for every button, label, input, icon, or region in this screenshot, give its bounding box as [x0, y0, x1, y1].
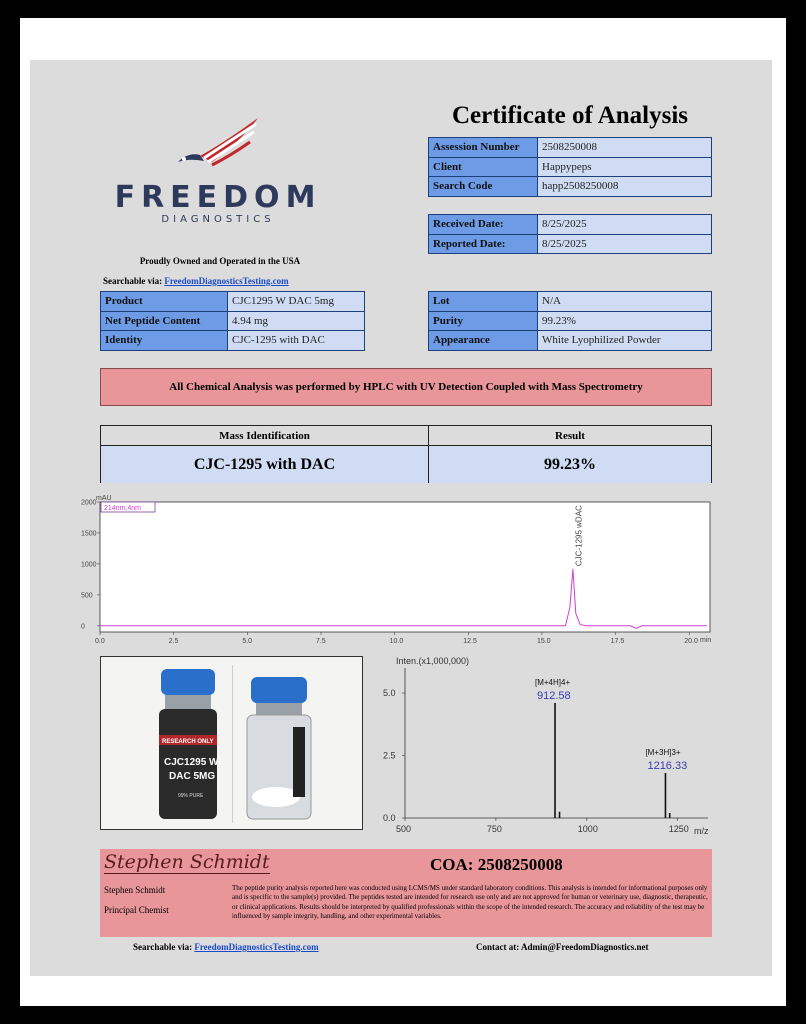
lot-key: Lot [429, 292, 538, 312]
ms-x-tick-label: 1000 [577, 824, 598, 834]
vial-label-line1: CJC1295 W [164, 757, 219, 768]
net-peptide-key: Net Peptide Content [101, 311, 228, 331]
dates-table [428, 214, 712, 254]
appearance-key: Appearance [429, 331, 538, 351]
product-key: Product [101, 292, 228, 312]
vial-photo [100, 656, 363, 830]
lot-table [428, 291, 712, 351]
net-peptide-value: 4.94 mg [228, 311, 365, 331]
signature-block [100, 849, 712, 937]
hplc-y-tick-label: 1500 [81, 530, 97, 538]
hplc-y-tick-label: 500 [81, 592, 93, 600]
footer-website-link[interactable]: FreedomDiagnosticsTesting.com [194, 942, 319, 952]
vial-label-line2: DAC 5MG [169, 771, 216, 782]
hplc-ylabel: mAU [96, 495, 112, 502]
hplc-legend: 214nm,4nm [104, 505, 141, 512]
ms-peak-ion: [M+4H]4+ [535, 678, 571, 687]
vial-cap-icon [251, 677, 307, 703]
client-key: Client [429, 157, 538, 177]
hplc-chromatogram [80, 492, 716, 652]
ms-ylabel: Inten.(x1,000,000) [396, 656, 470, 666]
eagle-flag-logo-icon [170, 112, 270, 174]
brand-sub: DIAGNOSTICS [161, 214, 275, 225]
footer-contact: Contact at: Admin@FreedomDiagnostics.net [476, 942, 649, 952]
page-title: Certificate of Analysis [451, 102, 689, 129]
chemist-name: Stephen Schmidt [104, 885, 166, 895]
hplc-y-tick-label: 0 [81, 623, 85, 631]
vial-band-text: RESEARCH ONLY [162, 739, 214, 745]
identity-value: CJC-1295 with DAC [228, 331, 365, 351]
ms-y-tick-label: 0.0 [383, 813, 396, 823]
hplc-x-tick-label: 10.0 [389, 638, 404, 645]
hplc-x-tick-label: 20.0 [684, 638, 698, 645]
assession-table [428, 137, 712, 197]
search-code-value: happ2508250008 [538, 177, 712, 197]
hplc-x-tick-label: 12.5 [463, 638, 477, 645]
hplc-x-tick-label: 7.5 [315, 638, 326, 645]
hplc-y-tick-label: 1000 [81, 561, 97, 569]
result-header-result: Result [555, 430, 585, 442]
signature-script: Stephen Schmidt [104, 851, 270, 873]
vial-cap-icon [161, 669, 215, 695]
method-banner: All Chemical Analysis was performed by HPLC with UV Detection Coupled with Mass Spectrometry [100, 368, 712, 406]
website-link[interactable]: FreedomDiagnosticsTesting.com [164, 276, 289, 286]
result-purity: 99.23% [544, 456, 596, 473]
hplc-x-tick-label: 0.0 [95, 638, 105, 645]
chemist-role: Principal Chemist [104, 905, 169, 915]
result-header-mass: Mass Identification [101, 426, 429, 445]
ms-y-tick-label: 5.0 [383, 688, 396, 698]
searchable-header [103, 276, 289, 286]
ms-x-tick-label: 1250 [668, 824, 689, 834]
hplc-y-tick-label: 2000 [81, 499, 97, 507]
lot-value: N/A [538, 292, 712, 312]
vial-label-line3: 99% PURE [178, 793, 204, 799]
purity-value: 99.23% [538, 311, 712, 331]
product-table [100, 291, 365, 351]
hplc-xlabel: min [700, 637, 712, 644]
disclaimer-text: The peptide purity analysis reported here was conducted using LCMS/MS under standard laboratory conditions. This analysis is intended for informational purposes only and is specific to the sample(s) provided. The peptides tested are intended for research use only and are not approved for human or veterinary use, diagnostic, therapeutic, or clinical applications. Results should be interpreted by qualified professionals within the scope of the intended research. The accuracy and reliability of the test may be influenced by sample integrity, handling, and other experimental variables. [232, 884, 708, 920]
coa-number: COA: 2508250008 [430, 855, 563, 874]
reported-date-value: 8/25/2025 [538, 234, 712, 254]
received-date-value: 8/25/2025 [538, 215, 712, 235]
result-identity: CJC-1295 with DAC [101, 446, 429, 483]
hplc-x-tick-label: 15.0 [536, 638, 551, 645]
identity-key: Identity [101, 331, 228, 351]
vial-powder [252, 787, 300, 807]
client-value: Happypeps [538, 157, 712, 177]
hplc-x-tick-label: 17.5 [610, 638, 625, 645]
hplc-x-tick-label: 5.0 [242, 638, 253, 645]
received-date-key: Received Date: [429, 215, 538, 235]
search-code-key: Search Code [429, 177, 538, 197]
reported-date-key: Reported Date: [429, 234, 538, 254]
searchable-label: Searchable via: [103, 276, 163, 286]
brand-name: FREEDOM [114, 180, 322, 215]
mass-spectrum [368, 652, 714, 836]
ms-x-tick-label: 500 [396, 824, 412, 834]
purity-key: Purity [429, 311, 538, 331]
footer-searchable [133, 942, 319, 952]
ms-xlabel: m/z [694, 826, 709, 836]
hplc-peak-label: CJC-1295 wDAC [574, 505, 584, 567]
hplc-x-tick-label: 2.5 [168, 638, 179, 645]
brand-tagline: Proudly Owned and Operated in the USA [139, 256, 301, 266]
footer-searchable-label: Searchable via: [133, 942, 193, 952]
product-value: CJC1295 W DAC 5mg [228, 292, 365, 312]
assession-key: Assession Number [429, 138, 538, 158]
ms-y-tick-label: 2.5 [383, 750, 396, 761]
appearance-value: White Lyophilized Powder [538, 331, 712, 351]
ms-peak-label: 912.58 [537, 690, 571, 702]
ms-peak-label: 1216.33 [647, 760, 688, 772]
hplc-plot-area [100, 502, 710, 632]
result-table [100, 425, 712, 483]
ms-peak-ion: [M+3H]3+ [645, 748, 681, 757]
ms-x-tick-label: 750 [486, 824, 502, 834]
assession-value: 2508250008 [538, 138, 712, 158]
